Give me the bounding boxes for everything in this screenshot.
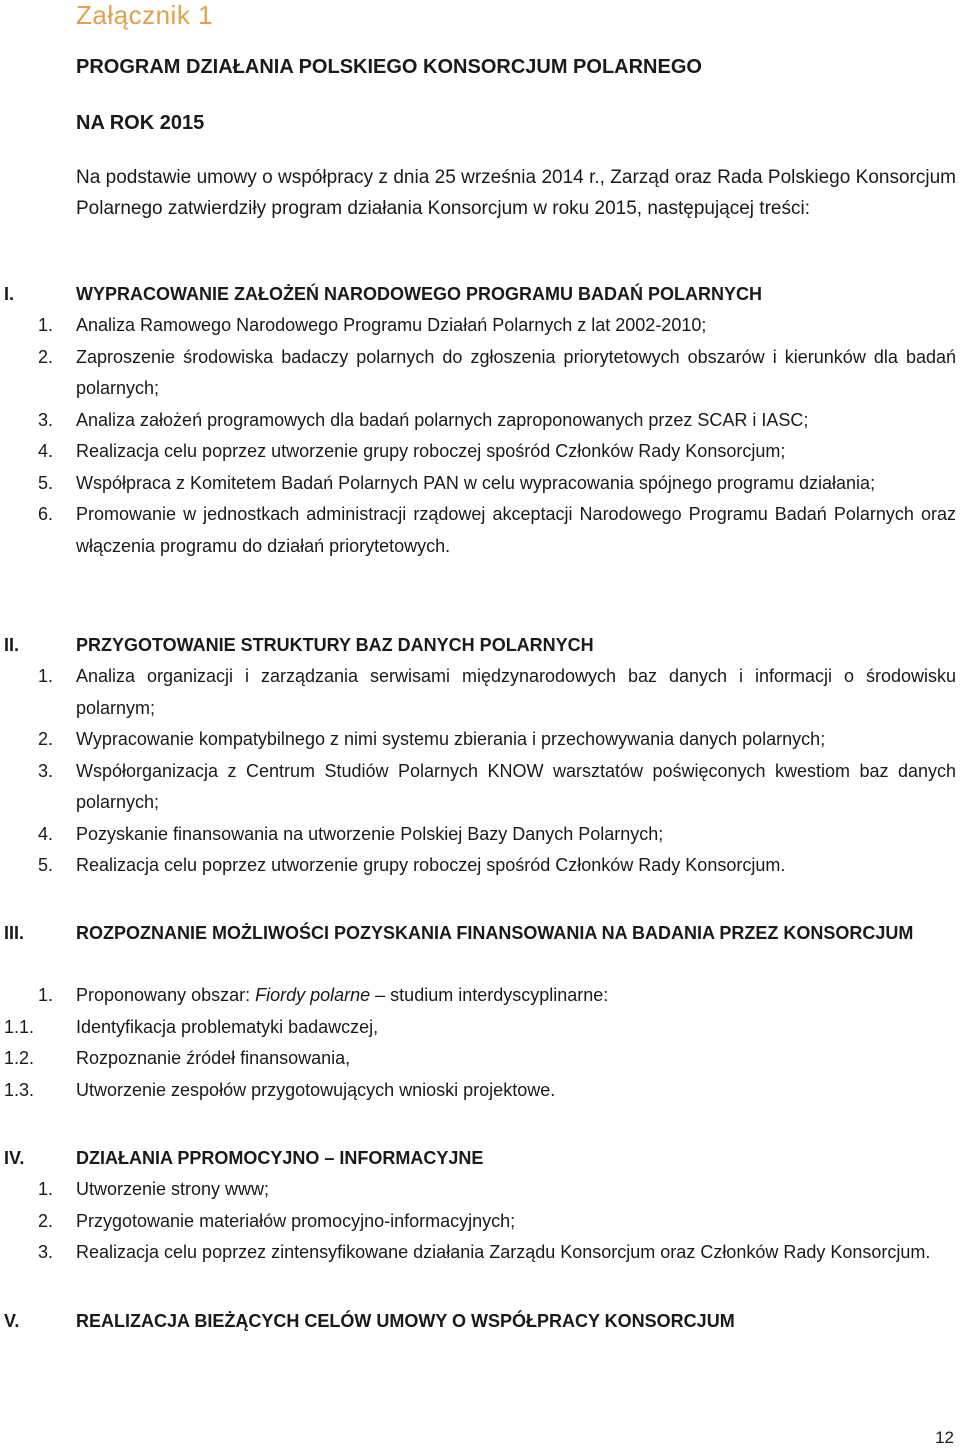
item-number: 5.: [38, 472, 54, 493]
list-item: [0, 1237, 960, 1269]
item-number: 3.: [38, 1242, 54, 1262]
list-item: [0, 1174, 960, 1206]
item-text: Wypracowanie kompatybilnego z nimi systemu zbierania i przechowywania danych polarnych;: [76, 729, 826, 749]
document-title: PROGRAM DZIAŁANIA POLSKIEGO KONSORCJUM POLARNEGO: [76, 56, 702, 78]
list-item: [0, 468, 960, 500]
item-text: [76, 980, 956, 1012]
item-text: Identyfikacja problematyki badawczej,: [76, 1016, 379, 1037]
list-item: [0, 724, 960, 756]
section-title: REALIZACJA BIEŻĄCYCH CELÓW UMOWY O WSPÓŁPRACY KONSORCJUM: [76, 1311, 735, 1331]
item-italic: Fiordy polarne: [255, 985, 371, 1005]
section-title: ROZPOZNANIE MOŻLIWOŚCI POZYSKANIA FINANSOWANIA NA BADANIA PRZEZ KONSORCJUM: [76, 923, 914, 943]
item-number: 1.: [38, 666, 54, 686]
list-item: [0, 980, 960, 1012]
item-number: 4.: [38, 823, 54, 844]
item-text: Zaproszenie środowiska badaczy polarnych do zgłoszenia priorytetowych obszarów i kierunków dla badań polarnych;: [76, 346, 956, 398]
item-text: Utworzenie zespołów przygotowujących wnioski projektowe.: [76, 1079, 556, 1100]
section-2: [0, 630, 960, 882]
section-5: [0, 1306, 960, 1337]
item-number: 1.: [38, 1179, 54, 1199]
item-text: Pozyskanie finansowania na utworzenie Polskiej Bazy Danych Polarnych;: [76, 823, 664, 844]
item-number: 5.: [38, 855, 54, 875]
section-title: DZIAŁANIA PPROMOCYJNO – INFORMACYJNE: [76, 1148, 484, 1168]
section-number: IV.: [4, 1148, 25, 1168]
item-text: Realizacja celu poprzez zintensyfikowane działania Zarządu Konsorcjum oraz Członków Rady Konsorcjum.: [76, 1242, 931, 1262]
item-text: Współpraca z Komitetem Badań Polarnych PAN w celu wypracowania spójnego programu działania;: [76, 472, 876, 493]
list-item: [0, 1012, 960, 1044]
item-number: 1.3.: [4, 1079, 35, 1100]
section-number: I.: [4, 284, 15, 304]
section-heading: [0, 630, 960, 661]
item-number: 6.: [38, 504, 54, 524]
list-item: [0, 1075, 960, 1107]
item-text: Analiza Ramowego Narodowego Programu Działań Polarnych z lat 2002-2010;: [76, 315, 707, 335]
section-number: III.: [4, 923, 25, 943]
item-number: 2.: [38, 1210, 54, 1231]
section-4: [0, 1143, 960, 1269]
item-text: Współorganizacja z Centrum Studiów Polarnych KNOW warsztatów poświęconych kwestiom baz danych polarnych;: [76, 760, 956, 812]
document-subtitle: NA ROK 2015: [76, 112, 205, 134]
page-number: 12: [935, 1428, 954, 1447]
item-text: Analiza założeń programowych dla badań polarnych zaproponowanych przez SCAR i IASC;: [76, 409, 809, 430]
item-text: Analiza organizacji i zarządzania serwisami międzynarodowych baz danych i informacji o środowisku polarnym;: [76, 666, 956, 718]
section-1: [0, 279, 960, 562]
list-item: [0, 310, 960, 342]
intro-paragraph: Na podstawie umowy o współpracy z dnia 25 września 2014 r., Zarząd oraz Rada Polskiego Konsorcjum Polarnego zatwierdziły program działania Konsorcjum w roku 2015, następującej treści:: [76, 167, 956, 219]
list-item: [0, 405, 960, 437]
item-number: 4.: [38, 441, 54, 461]
item-number: 3.: [38, 409, 54, 430]
list-item: [0, 499, 960, 562]
list-item: [0, 1043, 960, 1075]
item-number: 1.1.: [4, 1016, 35, 1037]
section-3: [0, 918, 960, 1106]
section-heading: [0, 1306, 960, 1337]
section-number: II.: [4, 635, 20, 655]
list-item: [0, 1206, 960, 1238]
item-number: 3.: [38, 760, 54, 781]
item-number: 1.: [38, 985, 54, 1005]
list-item: [0, 342, 960, 405]
item-number: 2.: [38, 729, 54, 749]
section-heading: [0, 918, 960, 980]
section-number: V.: [4, 1311, 20, 1331]
item-text: Realizacja celu poprzez utworzenie grupy roboczej spośród Członków Rady Konsorcjum;: [76, 441, 786, 461]
list-item: [0, 436, 960, 468]
item-suffix: – studium interdyscyplinarne:: [370, 985, 609, 1005]
list-item: [0, 756, 960, 819]
item-number: 1.2.: [4, 1048, 35, 1068]
item-number: 2.: [38, 346, 54, 367]
list-item: [0, 819, 960, 851]
section-title: PRZYGOTOWANIE STRUKTURY BAZ DANYCH POLARNYCH: [76, 635, 594, 655]
item-text: Utworzenie strony www;: [76, 1179, 270, 1199]
item-prefix: Proponowany obszar:: [76, 985, 256, 1005]
section-title: WYPRACOWANIE ZAŁOŻEŃ NARODOWEGO PROGRAMU BADAŃ POLARNYCH: [76, 284, 762, 304]
item-text: Realizacja celu poprzez utworzenie grupy roboczej spośród Członków Rady Konsorcjum.: [76, 855, 786, 875]
list-item: [0, 661, 960, 724]
section-heading: [0, 279, 960, 310]
list-item: [0, 850, 960, 882]
appendix-label: Załącznik 1: [76, 0, 213, 30]
section-heading: [0, 1143, 960, 1174]
item-text: Promowanie w jednostkach administracji rządowej akceptacji Narodowego Programu Badań Polarnych oraz włączenia programu do działań priorytetowych.: [76, 504, 956, 556]
item-text: Przygotowanie materiałów promocyjno-informacyjnych;: [76, 1210, 516, 1231]
item-number: 1.: [38, 315, 54, 335]
item-text: Rozpoznanie źródeł finansowania,: [76, 1048, 351, 1068]
